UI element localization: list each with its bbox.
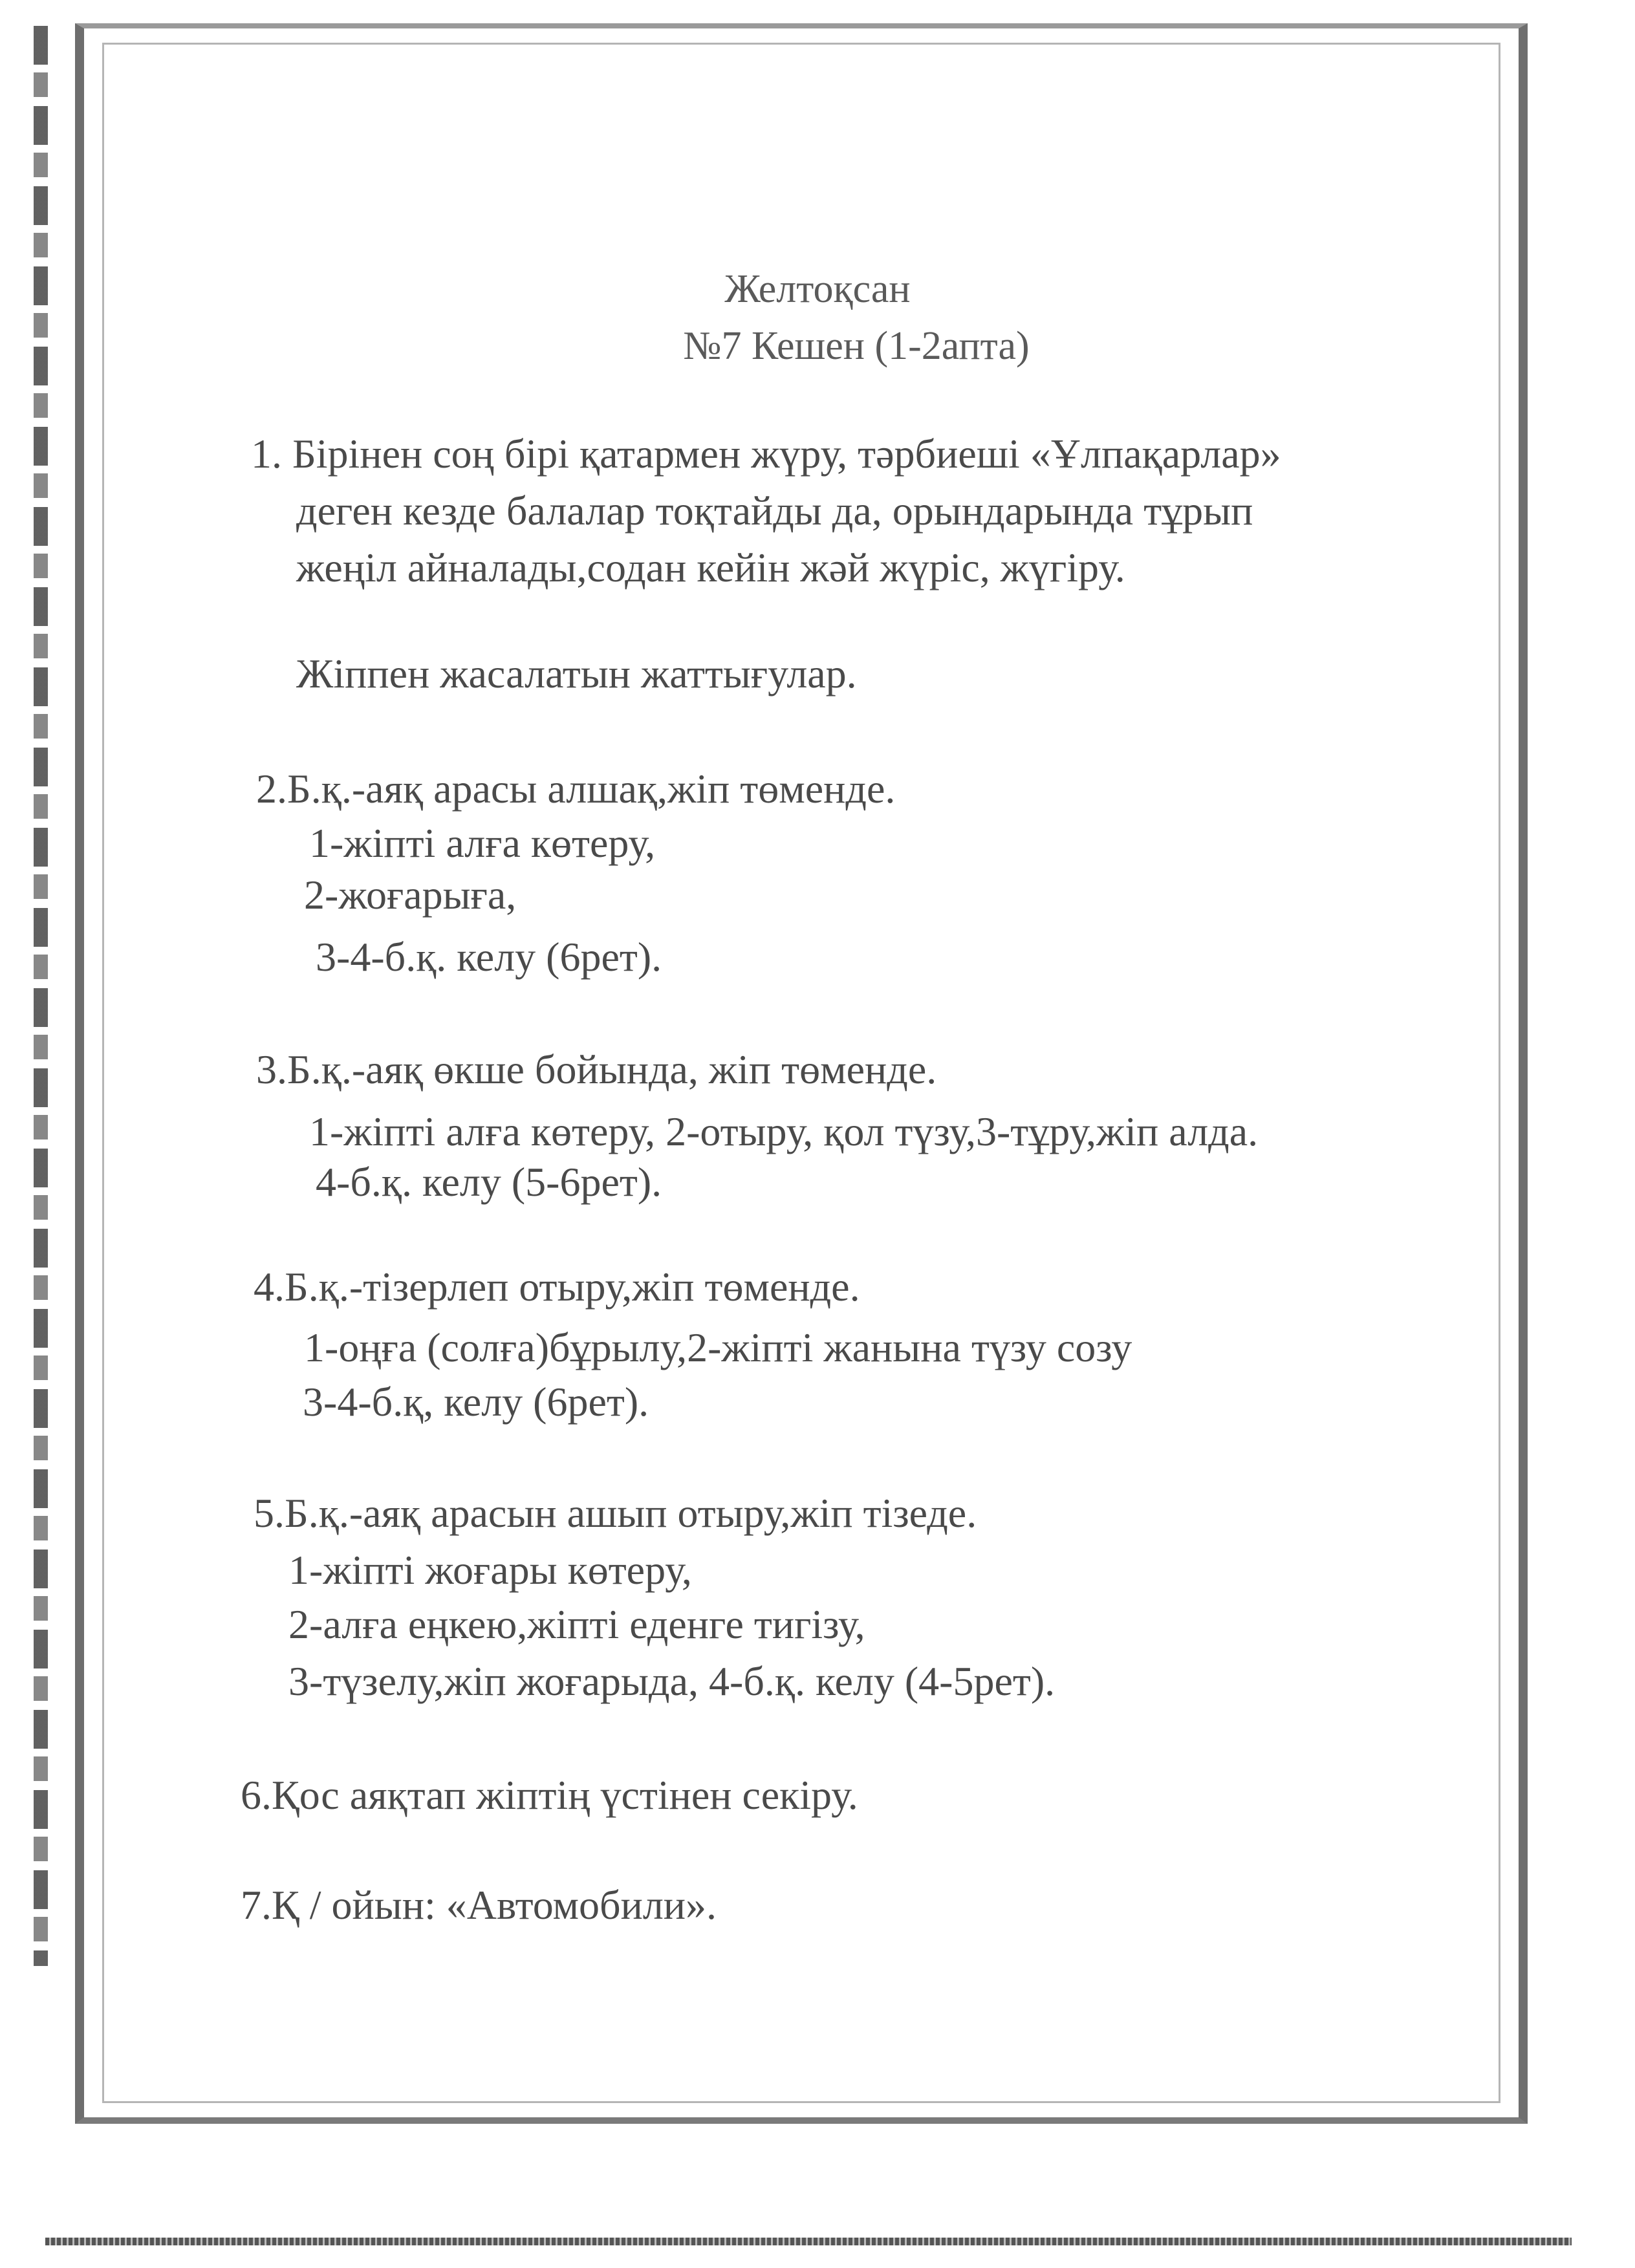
heading-month: Желтоқсан [724,267,911,311]
exercise-3-line-1: 3.Б.қ.-аяқ өкше бойында, жіп төменде. [256,1046,937,1092]
exercise-1-line-1: 1. Бірінен соң бірі қатармен жүру, тәрбиеші «Ұлпақарлар» [251,431,1281,477]
exercise-2-line-4: 3-4-б.қ. келу (6рет). [316,934,662,980]
exercise-4-line-2: 1-оңға (солға)бұрылу,2-жіпті жанына түзу созу [304,1324,1132,1370]
scan-edge-artifact [34,26,48,1966]
exercise-5-line-1: 5.Б.қ.-аяқ арасын ашып отыру,жіп тізеде. [254,1490,977,1536]
exercise-5-line-4: 3-түзелу,жіп жоғарыда, 4-б.қ. келу (4-5рет). [288,1658,1056,1704]
exercise-4-line-3: 3-4-б.қ, келу (6рет). [303,1379,649,1425]
exercise-1-line-3: жеңіл айналады,содан кейін жәй жүріс, жүгіру. [296,545,1125,590]
exercise-7-line-1: 7.Қ / ойын: «Автомобили». [241,1882,717,1928]
exercise-2-line-3: 2-жоғарыға, [304,872,517,918]
exercise-3-line-2: 1-жіпті алға көтеру, 2-отыру, қол түзу,3-тұру,жіп алда. [309,1108,1259,1154]
exercise-2-line-1: 2.Б.қ.-аяқ арасы алшақ,жіп төменде. [256,766,896,812]
exercise-1-line-2: деген кезде балалар тоқтайды да, орындарында тұрып [296,488,1253,534]
exercise-6-line-1: 6.Қос аяқтап жіптің үстінен секіру. [241,1772,858,1818]
scan-bottom-rule [45,2238,1572,2245]
exercise-3-line-3: 4-б.қ. келу (5-6рет). [316,1159,662,1205]
exercise-5-line-3: 2-алға еңкею,жіпті еденге тигізу, [288,1601,865,1647]
exercise-2-line-2: 1-жіпті алға көтеру, [309,820,656,866]
exercise-4-line-1: 4.Б.қ.-тізерлеп отыру,жіп төменде. [254,1264,860,1310]
exercises-subheading: Жіппен жасалатын жаттығулар. [296,651,857,697]
exercise-5-line-2: 1-жіпті жоғары көтеру, [288,1547,692,1593]
heading-complex: №7 Кешен (1-2апта) [683,324,1030,368]
